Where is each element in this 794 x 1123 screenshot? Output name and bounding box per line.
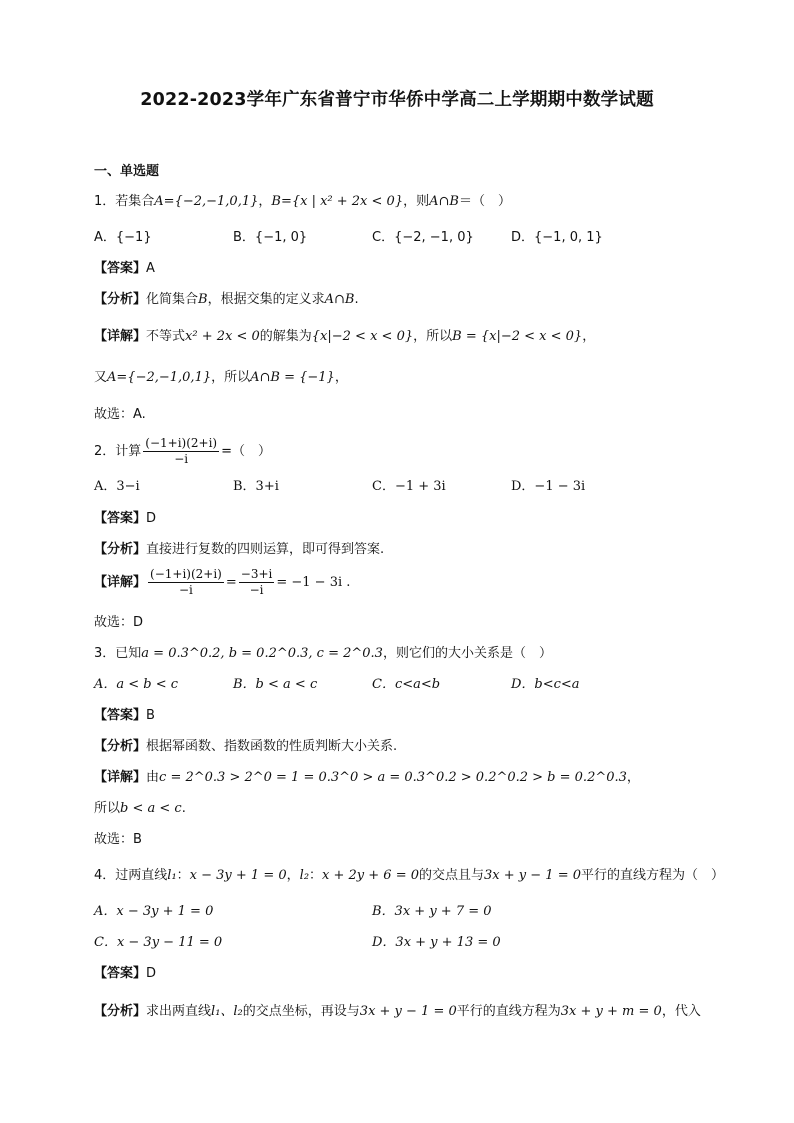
analysis-label: 【分析】 (94, 292, 147, 307)
q1-answer (94, 259, 155, 279)
analysis-label: 【分析】 (94, 739, 147, 754)
q1-text: ，则 (403, 194, 430, 209)
detail-text: ， (582, 329, 596, 344)
q3-answer (94, 706, 155, 726)
detail-math: b < a < c (120, 801, 182, 816)
q2-option-a: A．3−i (94, 479, 140, 494)
analysis-text: 平行的直线方程为 (456, 1004, 561, 1019)
detail-text: 的解集为 (259, 329, 312, 344)
q2-detail (94, 566, 350, 600)
answer-label: 【答案】 (94, 511, 147, 526)
detail-text: ，所以 (211, 370, 251, 385)
detail-math: = (225, 575, 237, 590)
detail-fraction-2 (239, 567, 275, 598)
q2-analysis (94, 540, 384, 560)
q4-answer (94, 964, 156, 984)
q4-text: ： (309, 868, 323, 883)
q4-text: 的交点且与 (419, 868, 485, 883)
section-heading: 一、单选题 (94, 164, 160, 179)
answer-value: B (146, 708, 155, 723)
analysis-label: 【分析】 (94, 542, 147, 557)
q3-detail (94, 768, 640, 788)
detail-text: 由 (146, 770, 160, 785)
detail-label: 【详解】 (94, 770, 147, 785)
detail-label: 【详解】 (94, 329, 147, 344)
analysis-text: ，根据交集的定义求 (207, 292, 325, 307)
question-1-stem (94, 192, 511, 212)
q3-detail-line-2 (94, 799, 186, 819)
analysis-text: . (354, 292, 359, 307)
analysis-text: ，代入 (661, 1004, 701, 1019)
answer-label: 【答案】 (94, 708, 147, 723)
q4-equation: 3x + y − 1 = 0 (484, 868, 581, 883)
analysis-text: 根据幂函数、指数函数的性质判断大小关系. (146, 739, 398, 754)
q1-option-c: C．{−2, −1, 0} (372, 230, 474, 245)
q4-text: 4．过两直线 (94, 868, 168, 883)
q4-analysis (94, 1002, 701, 1022)
q1-set-b: B={x | x² + 2x < 0} (271, 194, 404, 209)
detail-text: 又 (94, 370, 108, 385)
analysis-text: 化简集合 (146, 292, 199, 307)
answer-value: A (146, 261, 155, 276)
q1-conclusion: 故选：A. (94, 407, 146, 422)
q2-option-c: C．−1 + 3i (372, 479, 446, 494)
analysis-math: A∩B (324, 292, 355, 307)
detail-text: ， (626, 770, 640, 785)
detail-math: x² + 2x < 0 (185, 329, 260, 344)
q2-conclusion: 故选：D (94, 615, 144, 630)
q1-option-b: B．{−1, 0} (233, 230, 308, 245)
q3-given: a = 0.3^0.2, b = 0.2^0.3, c = 2^0.3 (141, 646, 383, 661)
q2-fraction (143, 436, 219, 467)
q1-text: ＝（ ） (458, 194, 511, 209)
detail-math: B = {x|−2 < x < 0} (452, 329, 583, 344)
q1-analysis (94, 290, 359, 310)
detail-math: A={−2,−1,0,1} (107, 370, 212, 385)
answer-value: D (146, 511, 157, 526)
q4-option-d: D．3x + y + 13 = 0 (372, 935, 501, 950)
fraction-numerator: (−1+i)(2+i) (150, 567, 222, 581)
answer-label: 【答案】 (94, 261, 147, 276)
analysis-text: 直接进行复数的四则运算，即可得到答案. (146, 542, 385, 557)
analysis-math: 3x + y − 1 = 0 (359, 1004, 457, 1019)
analysis-math: l₁、l₂ (211, 1004, 243, 1019)
q1-set-a: A={−2,−1,0,1} (154, 194, 259, 209)
q4-equation: x + 2y + 6 = 0 (322, 868, 420, 883)
detail-text: 所以 (94, 801, 121, 816)
q4-line-label: l₁ (167, 868, 177, 883)
q1-text: ， (258, 194, 272, 209)
q3-option-d: D．b<c<a (511, 677, 580, 692)
detail-fraction-1 (148, 567, 224, 598)
fraction-denominator: −i (174, 452, 189, 466)
detail-text: ，所以 (413, 329, 453, 344)
q3-text: ，则它们的大小关系是（ ） (382, 646, 552, 661)
q4-text: ： (176, 868, 190, 883)
answer-label: 【答案】 (94, 966, 147, 981)
q2-option-d: D．−1 − 3i (511, 479, 586, 494)
q4-line-label: l₂ (299, 868, 310, 883)
answer-value: D (146, 966, 157, 981)
q1-detail-line-2 (94, 368, 348, 388)
q2-text: =（ ） (221, 444, 272, 459)
detail-text: ， (334, 370, 348, 385)
fraction-numerator: (−1+i)(2+i) (145, 436, 218, 450)
q3-analysis (94, 737, 397, 757)
detail-math: {x|−2 < x < 0} (311, 329, 414, 344)
q2-text: 2．计算 (94, 444, 142, 459)
q1-option-d: D．{−1, 0, 1} (511, 230, 603, 245)
q3-conclusion: 故选：B (94, 832, 142, 847)
detail-text: 不等式 (146, 329, 186, 344)
detail-math: c = 2^0.3 > 2^0 = 1 = 0.3^0 > a = 0.3^0.2 > 0.2^0.2 > b = 0.2^0.3 (159, 770, 627, 785)
detail-math: A∩B = {−1} (250, 370, 335, 385)
analysis-math: B (198, 292, 208, 307)
page-title: 2022-2023学年广东省普宁市华侨中学高二上学期期中数学试题 (140, 90, 654, 110)
q3-option-c: C．c<a<b (372, 677, 441, 692)
analysis-math: 3x + y + m = 0 (560, 1004, 662, 1019)
q3-text: 3．已知 (94, 646, 142, 661)
analysis-text: 求出两直线 (146, 1004, 212, 1019)
q4-option-b: B．3x + y + 7 = 0 (372, 904, 492, 919)
fraction-denominator: −i (178, 583, 193, 597)
q3-option-b: B．b < a < c (233, 677, 318, 692)
q1-detail (94, 327, 595, 347)
q4-text: ， (286, 868, 300, 883)
question-3-stem (94, 644, 552, 664)
question-4-stem (94, 866, 724, 886)
fraction-denominator: −i (249, 583, 264, 597)
q4-text: 平行的直线方程为（ ） (581, 868, 725, 883)
q2-answer (94, 509, 156, 529)
q4-option-a: A．x − 3y + 1 = 0 (94, 904, 214, 919)
q4-option-c: C．x − 3y − 11 = 0 (94, 935, 223, 950)
analysis-text: 的交点坐标，再设与 (242, 1004, 360, 1019)
fraction-numerator: −3+i (240, 567, 273, 581)
q1-text: 1．若集合 (94, 194, 155, 209)
q4-equation: x − 3y + 1 = 0 (189, 868, 287, 883)
question-2-stem (94, 436, 271, 467)
q1-option-a: A．{−1} (94, 230, 152, 245)
q2-option-b: B．3+i (233, 479, 279, 494)
detail-text: . (181, 801, 186, 816)
q3-option-a: A．a < b < c (94, 677, 179, 692)
q1-expr: A∩B (429, 194, 459, 209)
detail-label: 【详解】 (94, 575, 147, 590)
detail-math: = −1 − 3i . (276, 575, 351, 590)
analysis-label: 【分析】 (94, 1004, 147, 1019)
